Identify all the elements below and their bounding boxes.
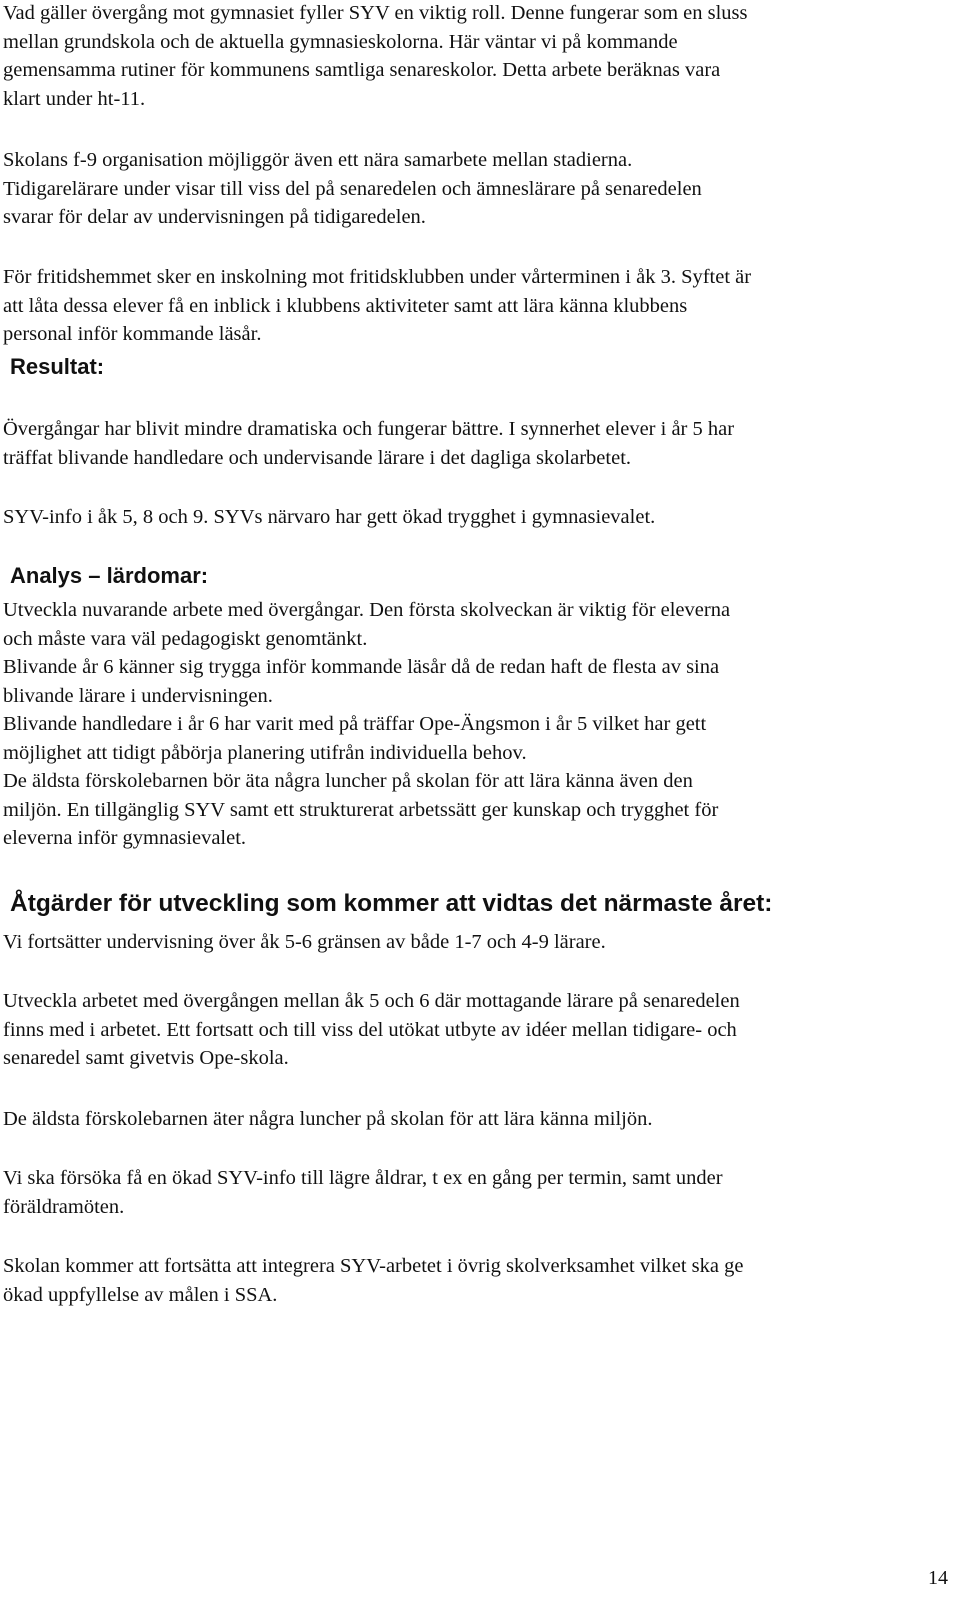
- text-line: Övergångar har blivit mindre dramatiska och fungerar bättre. I synnerhet elever i år 5 har: [3, 418, 735, 440]
- intro-paragraph-organisation: [3, 146, 953, 232]
- heading-atgarder: Åtgärder för utveckling som kommer att vidtas det närmaste året:: [10, 890, 773, 917]
- intro-paragraph-transition: [3, 0, 953, 113]
- heading-analys: Analys – lärdomar:: [10, 563, 209, 588]
- text-line: Vi ska försöka få en ökad SYV-info till lägre åldrar, t ex en gång per termin, samt under: [3, 1167, 723, 1189]
- text-line: att låta dessa elever få en inblick i klubbens aktiviteter samt att lära känna klubbens: [3, 294, 688, 317]
- intro-paragraph-fritids: [3, 263, 953, 349]
- text-line: klart under ht-11.: [3, 87, 146, 110]
- text-line: mellan grundskola och de aktuella gymnasieskolorna. Här väntar vi på kommande: [3, 30, 678, 53]
- text-line: gemensamma rutiner för kommunens samtliga senareskolor. Detta arbete beräknas vara: [3, 59, 721, 81]
- text-line: föräldramöten.: [3, 1195, 125, 1218]
- atgarder-paragraph-5: [3, 1252, 953, 1309]
- text-line: De äldsta förskolebarnen äter några luncher på skolan för att lära känna miljön.: [3, 1108, 653, 1130]
- atgarder-paragraph-3: [3, 1105, 953, 1134]
- text-line: svarar för delar av undervisningen på tidigaredelen.: [3, 206, 426, 228]
- text-line: ökad uppfyllelse av målen i SSA.: [3, 1283, 278, 1306]
- heading-resultat: Resultat:: [10, 354, 105, 379]
- page-number: 14: [928, 1567, 948, 1589]
- text-line: Vi fortsätter undervisning över åk 5-6 gränsen av både 1-7 och 4-9 lärare.: [3, 931, 606, 953]
- resultat-paragraph-1: [3, 415, 953, 472]
- resultat-paragraph-2: [3, 503, 953, 532]
- text-line: Blivande år 6 känner sig trygga inför kommande läsår då de redan haft de flesta av sina: [3, 656, 720, 678]
- atgarder-paragraph-2: [3, 987, 953, 1073]
- text-line: möjlighet att tidigt påbörja planering utifrån individuella behov.: [3, 741, 527, 764]
- text-line: miljön. En tillgänglig SYV samt ett strukturerat arbetssätt ger kunskap och trygghet för: [3, 798, 719, 821]
- text-line: träffat blivande handledare och undervisande lärare i det dagliga skolarbetet.: [3, 446, 632, 469]
- text-line: senaredel samt givetvis Ope-skola.: [3, 1047, 289, 1069]
- text-line: blivande lärare i undervisningen.: [3, 684, 273, 707]
- text-line: Vad gäller övergång mot gymnasiet fyller SYV en viktig roll. Denne fungerar som en sluss: [3, 2, 748, 24]
- text-line: De äldsta förskolebarnen bör äta några luncher på skolan för att lära känna även den: [3, 770, 693, 792]
- text-line: SYV-info i åk 5, 8 och 9. SYVs närvaro har gett ökad trygghet i gymnasievalet.: [3, 506, 656, 528]
- text-line: eleverna inför gymnasievalet.: [3, 827, 247, 849]
- text-line: Utveckla arbetet med övergången mellan åk 5 och 6 där mottagande lärare på senaredelen: [3, 990, 740, 1012]
- text-line: För fritidshemmet sker en inskolning mot fritidsklubben under vårterminen i åk 3. Syftet är: [3, 266, 752, 288]
- text-line: finns med i arbetet. Ett fortsatt och till viss del utökat utbyte av idéer mellan tidigare- och: [3, 1018, 737, 1041]
- text-line: Utveckla nuvarande arbete med övergångar. Den första skolveckan är viktig för eleverna: [3, 599, 731, 621]
- text-line: Blivande handledare i år 6 har varit med på träffar Ope-Ängsmon i år 5 vilket har gett: [3, 713, 707, 735]
- atgarder-paragraph-4: [3, 1164, 953, 1221]
- text-line: personal inför kommande läsår.: [3, 323, 262, 345]
- text-line: Tidigarelärare under visar till viss del på senaredelen och ämneslärare på senaredelen: [3, 177, 702, 200]
- text-line: Skolans f-9 organisation möjliggör även ett nära samarbete mellan stadierna.: [3, 149, 633, 171]
- analys-paragraph: [3, 596, 953, 853]
- text-line: Skolan kommer att fortsätta att integrera SYV-arbetet i övrig skolverksamhet vilket ska ge: [3, 1255, 744, 1277]
- text-line: och måste vara väl pedagogiskt genomtänkt.: [3, 627, 368, 650]
- atgarder-paragraph-1: [3, 928, 953, 957]
